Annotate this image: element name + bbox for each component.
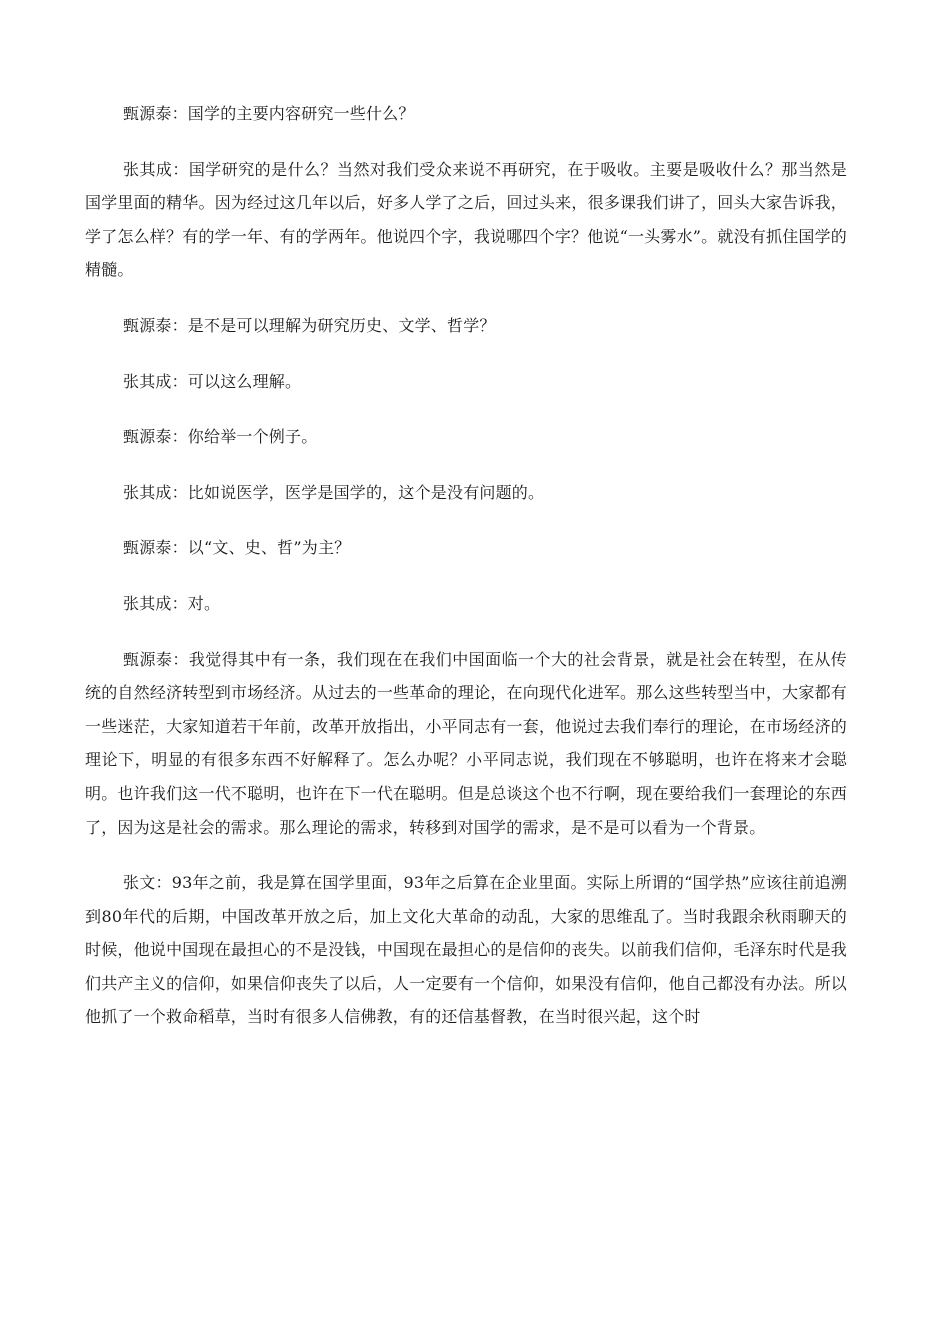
paragraph-question: 甄源泰：以“文、史、哲”为主？ [123, 538, 351, 558]
paragraph-question: 甄源泰：我觉得其中有一条，我们现在在我们中国面临一个大的社会背景，就是社会在转型，在从传统的自然经济转型到市场经济。从过去的一些革命的理论，在向现代化进军。那么这些转型当中，大家都有一些迷茫，大家知道若干年前，改革开放指出，小平同志有一套，他说过去我们奉行的理论，在市场经济的理论下，明显的有很多东西不好解释了。怎么办呢？小平同志说，我们现在不够聪明，也许在将来才会聪明。也许我们这一代不聪明，也许在下一代在聪明。但是总谈这个也不行啊，现在要给我们一套理论的东西了，因为这是社会的需求。那么理论的需求，转移到对国学的需求，是不是可以看为一个背景。 [85, 649, 847, 837]
paragraph-answer: 张其成：可以这么理解。 [123, 371, 302, 391]
paragraph-question: 甄源泰：是不是可以理解为研究历史、文学、哲学？ [123, 315, 496, 335]
paragraph-question: 甄源泰：你给举一个例子。 [123, 427, 318, 447]
paragraph-question: 甄源泰：国学的主要内容研究一些什么？ [123, 104, 415, 123]
paragraph-answer: 张文：93年之前，我是算在国学里面，93年之后算在企业里面。实际上所谓的“国学热”应该往前追溯到80年代的后期，中国改革开放之后，加上文化大革命的动乱，大家的思维乱了。当时我跟余秋雨聊天的时候，他说中国现在最担心的不是没钱，中国现在最担心的是信仰的丧失。以前我们信仰，毛泽东时代是我们共产主义的信仰，如果信仰丧失了以后，人一定要有一个信仰，如果没有信仰，他自己都没有办法。所以他抓了一个救命稻草，当时有很多人信佛教，有的还信基督教，在当时很兴起，这个时 [85, 873, 847, 1027]
paragraph-answer: 张其成：对。 [123, 593, 221, 613]
paragraph-answer: 张其成：比如说医学，医学是国学的，这个是没有问题的。 [123, 482, 545, 502]
paragraph-answer: 张其成：国学研究的是什么？当然对我们受众来说不再研究，在于吸收。主要是吸收什么？那当然是国学里面的精华。因为经过这几年以后，好多人学了之后，回过头来，很多课我们讲了，回头大家告诉我，学了怎么样？有的学一年、有的学两年。他说四个字，我说哪四个字？他说“一头雾水”。就没有抓住国学的精髓。 [85, 159, 847, 280]
document-body [85, 97, 847, 1056]
